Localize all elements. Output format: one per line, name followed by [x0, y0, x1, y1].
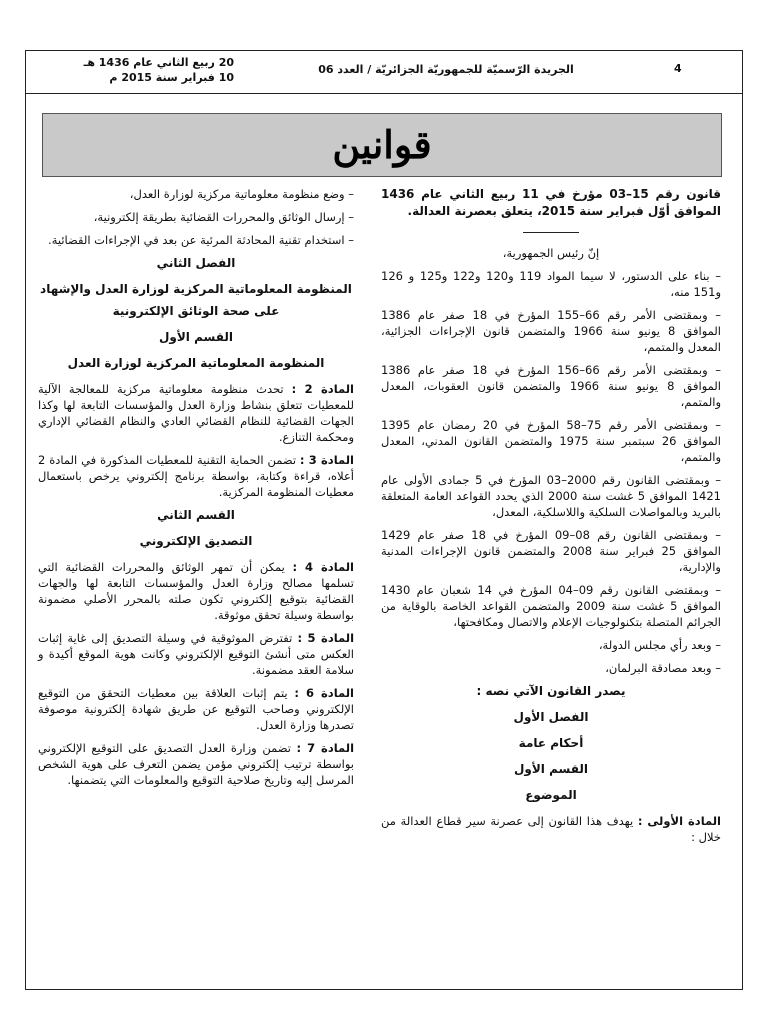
article-6-text: يتم إثبات العلاقة بين معطيات التحقق من التوقيع الإلكتروني وصاحب التوقيع عن طريق شهادة إلكترونية موصوفة تصدرها وزارة العدل. — [38, 686, 354, 732]
article-1 — [381, 813, 721, 845]
article-7 — [38, 740, 354, 788]
article-4-text: يمكن أن تمهر الوثائق والمحررات القضائية التي تسلمها مصالح وزارة العدل والمؤسسات التابعة لها والجهات القضائية بتوقيع إلكتروني تكون صلته بالمحرر الأصلي مضمونة بواسطة وسيلة تحقق موثوقة. — [38, 560, 354, 622]
article-7-text: تضمن وزارة العدل التصديق على التوقيع الإلكتروني بواسطة ترتيب إلكتروني مؤمن يضمن التعرف على هوية الشخص المرسل إليه وتاريخ صلاحية التوقيع والمعلومات التي يتضمنها. — [38, 741, 354, 787]
preamble-item: – وبمقتضى القانون رقم 08–09 المؤرخ في 18 صفر عام 1429 الموافق 25 فبراير سنة 2008 والمتضمن قانون الإجراءات المدنية والإدارية، — [381, 528, 721, 574]
article-3 — [38, 452, 354, 500]
article-6 — [38, 685, 354, 733]
objective-bullet: – وضع منظومة معلوماتية مركزية لوزارة العدل، — [129, 187, 354, 201]
chapter-2-heading: الفصل الثاني — [156, 256, 236, 270]
section-2-title: التصديق الإلكتروني — [139, 534, 253, 548]
article-5-text: تفترض الموثوقية في وسيلة التصديق إلى غاية إثبات العكس متى أنشئ التوقيع الإلكتروني وكانت هوية الموقع أكيدة و سلامة العقد مضمونة. — [38, 631, 354, 677]
date-hijri: 20 ربيع الثاني عام 1436 هـ — [83, 56, 234, 69]
chapter-1-title: أحكام عامة — [518, 736, 584, 750]
page-number: 4 — [674, 62, 682, 75]
article-3-text: تضمن الحماية التقنية للمعطيات المذكورة في المادة 2 أعلاه، قراءة وكتابة، بواسطة برنامج إلكتروني يرخص باستعمال معطيات المنظومة المركزية. — [38, 453, 354, 499]
page-frame — [25, 50, 743, 990]
left-column — [38, 186, 354, 795]
section-1-title: المنظومة المعلوماتية المركزية لوزارة العدل — [67, 356, 325, 370]
article-4 — [38, 559, 354, 623]
page-header — [26, 51, 742, 95]
objective-bullet: – استخدام تقنية المحادثة المرئية عن بعد في الإجراءات القضائية. — [48, 233, 354, 247]
article-3-label: المادة 3 : — [299, 453, 354, 467]
article-5-label: المادة 5 : — [297, 631, 355, 645]
journal-title: الجريدة الرّسميّة للجمهوريّة الجزائريّة / العدد 06 — [318, 63, 574, 76]
preamble-item: – وبمقتضى الأمر رقم 66–156 المؤرخ في 18 صفر عام 1386 الموافق 8 يونيو سنة 1966 والمتضمن قانون العقوبات، المعدل والمتمم، — [381, 363, 721, 409]
preamble-opening: إنّ رئيس الجمهورية، — [502, 246, 600, 260]
preamble-item: – وبعد رأي مجلس الدولة، — [598, 638, 721, 652]
law-title: قانون رقم 15–03 مؤرخ في 11 ربيع الثاني عام 1436 الموافق أوّل فبراير سنة 2015، يتعلق بعصرنة العدالة. — [381, 187, 721, 218]
objective-bullet: – إرسال الوثائق والمحررات القضائية بطريقة إلكترونية، — [93, 210, 354, 224]
preamble-item: – وبمقتضى الأمر رقم 66–155 المؤرخ في 18 صفر عام 1386 الموافق 8 يونيو سنة 1966 والمتضمن قانون الإجراءات الجزائية، المعدل والمتمم، — [381, 308, 721, 354]
chapter-2-title-line2: على صحة الوثائق الإلكترونية — [112, 304, 280, 318]
section-1-heading: القسم الأول — [514, 762, 588, 776]
section-1-title: الموضوع — [525, 788, 577, 802]
article-1-label: المادة الأولى : — [637, 814, 721, 828]
date-gregorian: 10 فبراير سنة 2015 م — [109, 71, 234, 84]
section-2-heading: القسم الثاني — [157, 508, 235, 522]
title-separator — [523, 232, 579, 233]
article-7-label: المادة 7 : — [296, 741, 355, 755]
promulgation-formula: يصدر القانون الآتي نصه : — [476, 684, 626, 698]
article-2-label: المادة 2 : — [291, 382, 354, 396]
section-1-heading: القسم الأول — [159, 330, 233, 344]
preamble-item: – وبمقتضى القانون رقم 09–04 المؤرخ في 14 شعبان عام 1430 الموافق 5 غشت سنة 2009 والمتضمن القواعد الخاصة بالوقاية من الجرائم المتصلة بتكنولوجيات الإعلام والاتصال ومكافحتها، — [381, 583, 721, 629]
right-column — [381, 186, 721, 852]
header-divider — [26, 93, 742, 94]
article-5 — [38, 630, 354, 678]
chapter-2-title-line1: المنظومة المعلوماتية المركزية لوزارة العدل والإشهاد — [40, 282, 352, 296]
preamble-item: – وبمقتضى الأمر رقم 75–58 المؤرخ في 20 رمضان عام 1395 الموافق 26 سبتمبر سنة 1975 والمتضمن القانون المدني، المعدل والمتمم، — [381, 418, 721, 464]
issue-date — [44, 55, 234, 85]
article-4-label: المادة 4 : — [292, 560, 354, 574]
chapter-1-heading: الفصل الأول — [513, 710, 589, 724]
article-6-label: المادة 6 : — [294, 686, 354, 700]
preamble-item: – بناء على الدستور، لا سيما المواد 119 و120 و122 و125 و 126 و151 منه، — [381, 269, 721, 299]
preamble-item: – وبعد مصادقة البرلمان، — [605, 661, 721, 675]
article-2 — [38, 381, 354, 445]
section-banner: قوانين — [42, 113, 722, 177]
preamble-item: – وبمقتضى القانون رقم 2000–03 المؤرخ في 5 جمادى الأولى عام 1421 الموافق 5 غشت سنة 2000 الذي يحدد القواعد العامة المتعلقة بالبريد وبالمواصلات السلكية واللاسلكية، المعدل، — [381, 473, 721, 519]
article-1-text: يهدف هذا القانون إلى عصرنة سير قطاع العدالة من خلال : — [381, 814, 721, 844]
article-2-text: تحدث منظومة معلوماتية مركزية للمعالجة الآلية للمعطيات تتعلق بنشاط وزارة العدل والمؤسسات التابعة لها وكذا الجهات القضائية للنظام القضائي العادي والنظام القضائي الإداري ومحكمة التنازع. — [38, 382, 354, 444]
